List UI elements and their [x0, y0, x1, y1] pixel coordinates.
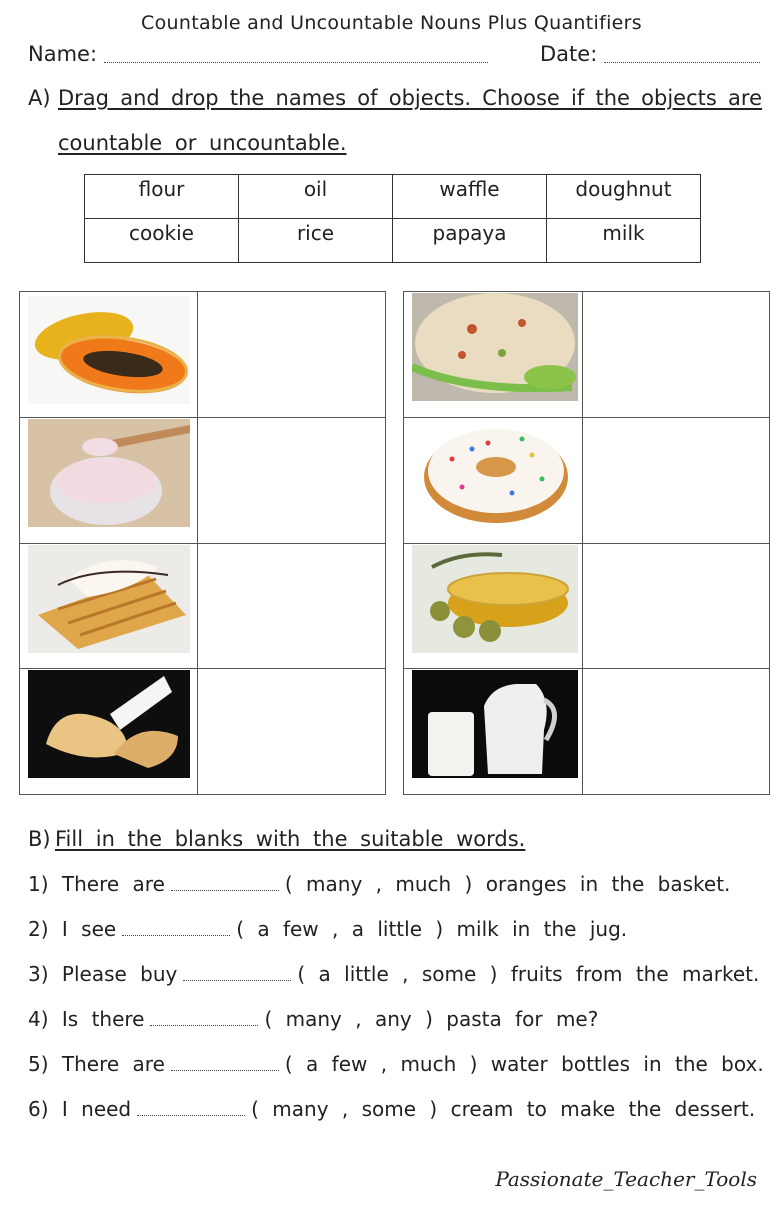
word-bank	[84, 174, 701, 263]
right-picture-grid	[403, 291, 770, 795]
word-chip-cookie[interactable]: cookie	[85, 219, 239, 263]
drop-zone-fortune-cookie[interactable]	[198, 670, 384, 794]
question-1: 1) There are ( many , much ) oranges in the basket.	[28, 872, 731, 896]
drop-zone-papaya[interactable]	[198, 293, 384, 417]
drop-zone-doughnut[interactable]	[583, 419, 768, 543]
drop-zone-oil[interactable]	[583, 545, 768, 668]
signature: Passionate_Teacher_Tools	[495, 1167, 757, 1191]
blank-3[interactable]	[183, 979, 291, 981]
section-b-marker: B)	[28, 827, 51, 851]
word-chip-flour[interactable]: flour	[85, 175, 239, 219]
section-a-instruction-line1: Drag and drop the names of objects. Choose if the objects are	[58, 86, 762, 110]
word-chip-papaya[interactable]: papaya	[393, 219, 547, 263]
waffle-image	[28, 545, 190, 653]
worksheet-title: Countable and Uncountable Nouns Plus Quantifiers	[141, 12, 642, 34]
blank-2[interactable]	[122, 934, 230, 936]
blank-6[interactable]	[137, 1114, 245, 1116]
drop-zone-milk[interactable]	[583, 670, 768, 794]
question-4: 4) Is there ( many , any ) pasta for me?	[28, 1007, 599, 1031]
drop-zone-waffle[interactable]	[198, 545, 384, 668]
blank-5[interactable]	[171, 1069, 279, 1071]
word-chip-oil[interactable]: oil	[239, 175, 393, 219]
name-label: Name:	[28, 42, 98, 66]
blank-1[interactable]	[171, 889, 279, 891]
question-6: 6) I need ( many , some ) cream to make the dessert.	[28, 1097, 756, 1121]
flour-image	[28, 419, 190, 527]
fortune-cookie-image	[28, 670, 190, 778]
question-2: 2) I see ( a few , a little ) milk in the jug.	[28, 917, 628, 941]
doughnut-image	[412, 419, 578, 527]
date-field[interactable]	[604, 62, 760, 63]
question-3: 3) Please buy ( a little , some ) fruits from the market.	[28, 962, 760, 986]
date-label: Date:	[540, 42, 598, 66]
olive-oil-image	[412, 545, 578, 653]
name-field[interactable]	[104, 62, 488, 63]
word-chip-milk[interactable]: milk	[547, 219, 701, 263]
section-a-instruction-line2: countable or uncountable.	[58, 131, 347, 155]
section-a-marker: A)	[28, 86, 51, 110]
drop-zone-rice[interactable]	[583, 293, 768, 417]
drop-zone-flour[interactable]	[198, 419, 384, 543]
word-chip-waffle[interactable]: waffle	[393, 175, 547, 219]
fried-rice-image	[412, 293, 578, 401]
question-5: 5) There are ( a few , much ) water bottles in the box.	[28, 1052, 764, 1076]
word-chip-rice[interactable]: rice	[239, 219, 393, 263]
word-chip-doughnut[interactable]: doughnut	[547, 175, 701, 219]
left-picture-grid	[19, 291, 386, 795]
papaya-image	[28, 296, 190, 404]
section-b-instruction: Fill in the blanks with the suitable words.	[55, 827, 526, 851]
blank-4[interactable]	[150, 1024, 258, 1026]
milk-image	[412, 670, 578, 778]
